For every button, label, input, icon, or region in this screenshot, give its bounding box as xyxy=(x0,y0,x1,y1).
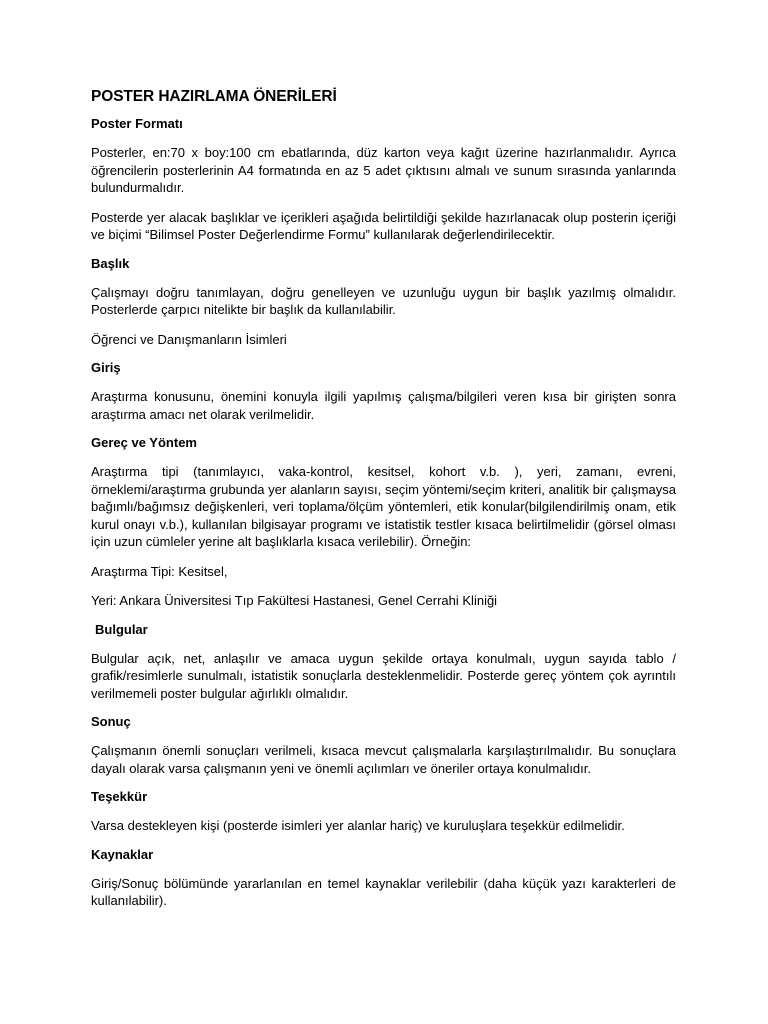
paragraph-gerec-1: Araştırma tipi (tanımlayıcı, vaka-kontrol, kesitsel, kohort v.b. ), yeri, zamanı, evreni, örneklemi/araştırma grubunda yer alanların sayısı, seçim yöntemi/seçim kriteri, analitik bir çalışmaysa bağımlı/bağımsız değişkenleri, veri toplama/ölçüm yöntemleri, etik konular(bilgilendirilmiş onam, etik kurul onayı v.b.), kullanılan bilgisayar programı ve istatistik testler kısaca belirtilmelidir (görsel olması için uzun cümleler yerine alt başlıklarla kısaca verilebilir). Örneğin: xyxy=(91,464,676,549)
heading-kaynaklar: Kaynaklar xyxy=(91,846,154,862)
heading-baslik: Başlık xyxy=(91,255,130,271)
paragraph-tesekkur-1: Varsa destekleyen kişi (posterde isimleri yer alanlar hariç) ve kuruluşlara teşekkür edilmelidir. xyxy=(91,818,625,833)
heading-poster-format: Poster Formatı xyxy=(91,116,183,131)
heading-bulgular: Bulgular xyxy=(95,621,148,637)
paragraph-kaynaklar-1: Giriş/Sonuç bölümünde yararlanılan en temel kaynaklar verilebilir (daha küçük yazı karakterleri de kullanılabilir). xyxy=(91,875,676,908)
paragraph-format-2: Posterde yer alacak başlıklar ve içerikleri aşağıda belirtildiği şekilde hazırlanacak olup posterin içeriği ve biçimi “Bilimsel Poster Değerlendirme Formu” kullanılarak değerlendirilecektir. xyxy=(91,209,676,242)
heading-gerec-yontem: Gereç ve Yöntem xyxy=(91,435,197,450)
heading-giris: Giriş xyxy=(91,360,121,375)
paragraph-format-1: Posterler, en:70 x boy:100 cm ebatlarında, düz karton veya kağıt üzerine hazırlanmalıdır. Ayrıca öğrencilerin posterlerinin A4 formatında en az 5 adet çıktısını almalı ve sunum sırasında yanlarında bulundurmalıdır. xyxy=(91,145,676,195)
paragraph-gerec-example-2: Yeri: Ankara Üniversitesi Tıp Fakültesi Hastanesi, Genel Cerrahi Kliniği xyxy=(91,593,498,608)
document-title: POSTER HAZIRLAMA ÖNERİLERİ xyxy=(91,88,337,105)
heading-sonuc: Sonuç xyxy=(91,714,131,729)
paragraph-gerec-example-1: Araştırma Tipi: Kesitsel, xyxy=(91,563,228,579)
paragraph-giris-1: Araştırma konusunu, önemini konuyla ilgili yapılmış çalışma/bilgileri veren kısa bir girişten sonra araştırma amacı net olarak verilmelidir. xyxy=(91,389,676,422)
paragraph-bulgular-1: Bulgular açık, net, anlaşılır ve amaca uygun şekilde ortaya konulmalı, uygun sayıda tablo / grafik/resimlerle sunulmalı, istatistik sonuçlarla desteklenmelidir. Posterde gereç yöntem çok ayrıntılı verilmemeli poster bulgular ağırlıklı olmalıdır. xyxy=(91,650,676,701)
paragraph-sonuc-1: Çalışmanın önemli sonuçları verilmeli, kısaca mevcut çalışmalarla karşılaştırılmalıdır. Bu sonuçlara dayalı olarak varsa çalışmanın yeni ve önemli açılımları ve öneriler ortaya konulmalıdır. xyxy=(91,743,676,776)
heading-tesekkur: Teşekkür xyxy=(91,789,148,804)
paragraph-baslik-2: Öğrenci ve Danışmanların İsimleri xyxy=(91,331,287,347)
paragraph-baslik-1: Çalışmayı doğru tanımlayan, doğru genelleyen ve uzunluğu uygun bir başlık yazılmış olmalıdır. Posterlerde çarpıcı nitelikte bir başlık da kullanılabilir. xyxy=(91,284,676,317)
